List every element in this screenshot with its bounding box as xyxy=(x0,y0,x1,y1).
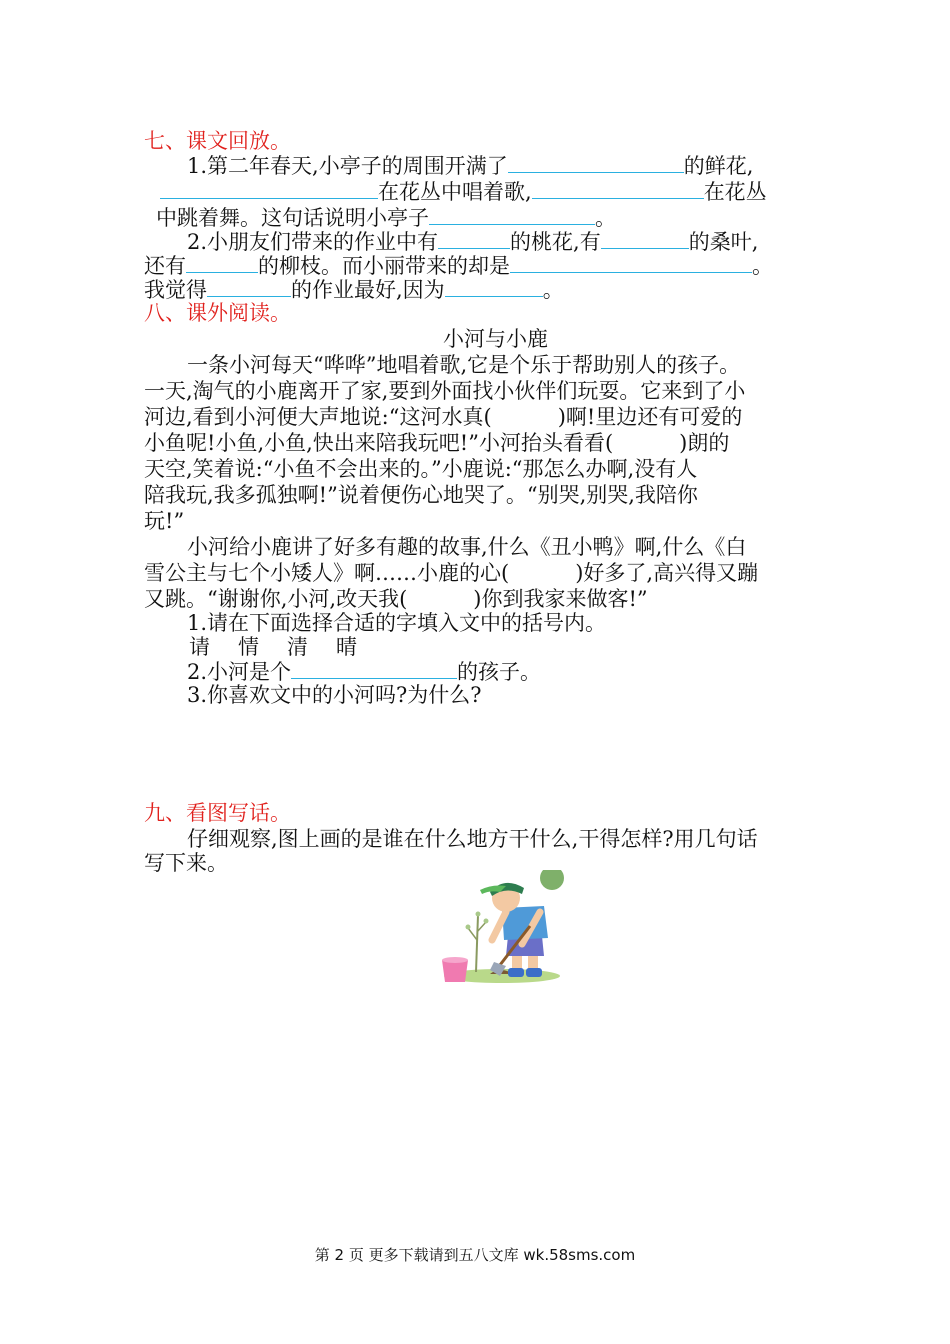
text: 的柳枝。而小丽带来的却是 xyxy=(258,254,510,278)
passage-line xyxy=(144,586,648,612)
fill-blank[interactable] xyxy=(510,252,752,273)
instruction-line: 写下来。 xyxy=(144,851,228,875)
passage-line xyxy=(144,560,758,586)
question-line xyxy=(144,252,773,279)
section8-heading: 八、课外阅读。 xyxy=(144,301,291,325)
question-line xyxy=(144,276,564,303)
fill-blank[interactable] xyxy=(291,658,457,679)
passage-line: 一天,淘气的小鹿离开了家,要到外面找小伙伴们玩耍。它来到了小 xyxy=(144,379,746,403)
fill-blank[interactable] xyxy=(438,228,510,249)
text: 2.小朋友们带来的作业中有 xyxy=(187,230,439,254)
text: 2.小河是个 xyxy=(187,660,292,684)
text: 的孩子。 xyxy=(457,660,542,684)
instruction-line: 仔细观察,图上画的是谁在什么地方干什么,干得怎样?用几句话 xyxy=(187,827,758,851)
passage-line: 玩!” xyxy=(144,509,185,533)
page-footer: 第 2 页 更多下载请到五八文库 wk.58sms.com xyxy=(314,1246,636,1264)
fill-blank[interactable] xyxy=(186,252,258,273)
text: 。 xyxy=(542,278,564,302)
text: 。 xyxy=(595,206,616,230)
text: 的作业最好,因为 xyxy=(291,278,445,302)
text: 河边,看到小河便大声地说:“这河水真( xyxy=(144,405,492,429)
text: )朗的 xyxy=(679,431,730,455)
section9-heading: 九、看图写话。 xyxy=(144,801,291,825)
question-line xyxy=(156,204,616,231)
text: 1.第二年春天,小亭子的周围开满了 xyxy=(187,154,508,178)
passage-title: 小河与小鹿 xyxy=(443,327,548,351)
text: 的桑叶, xyxy=(688,230,759,254)
question-line: 3.你喜欢文中的小河吗?为什么? xyxy=(187,683,482,707)
fill-blank[interactable] xyxy=(207,276,291,297)
fill-blank[interactable] xyxy=(508,152,684,173)
text: 在花丛 xyxy=(703,180,767,204)
text: 的桃花,有 xyxy=(510,230,601,254)
fill-blank[interactable] xyxy=(601,228,689,249)
text: )啊!里边还有可爱的 xyxy=(557,405,743,429)
question-line xyxy=(187,228,758,255)
text: )你到我家来做客!” xyxy=(473,587,648,611)
text: 还有 xyxy=(144,254,186,278)
question-line xyxy=(160,178,767,205)
fill-blank[interactable] xyxy=(160,178,378,199)
question-line xyxy=(187,152,753,179)
text: 小鱼呢!小鱼,小鱼,快出来陪我玩吧!”小河抬头看看( xyxy=(144,431,614,455)
choice-row xyxy=(189,634,385,660)
passage-line xyxy=(144,404,742,430)
fill-blank[interactable] xyxy=(445,276,543,297)
text: 中跳着舞。这句话说明小亭子 xyxy=(156,206,429,230)
text: 又跳。“谢谢你,小河,改天我( xyxy=(144,587,408,611)
question-line: 1.请在下面选择合适的字填入文中的括号内。 xyxy=(187,611,607,635)
choice-char: 情 xyxy=(238,635,259,659)
text: )好多了,高兴得又蹦 xyxy=(575,561,759,585)
choice-char: 清 xyxy=(287,635,308,659)
choice-char: 请 xyxy=(189,635,210,659)
fill-blank[interactable] xyxy=(429,204,595,225)
text: 在花丛中唱着歌, xyxy=(378,180,532,204)
passage-line: 陪我玩,我多孤独啊!”说着便伤心地哭了。“别哭,别哭,我陪你 xyxy=(144,483,698,507)
choice-char: 晴 xyxy=(336,635,357,659)
passage-line: 一条小河每天“哗哗”地唱着歌,它是个乐于帮助别人的孩子。 xyxy=(187,353,741,377)
passage-line: 天空,笑着说:“小鱼不会出来的。”小鹿说:“那怎么办啊,没有人 xyxy=(144,457,698,481)
text: 的鲜花, xyxy=(683,154,754,178)
section7-heading: 七、课文回放。 xyxy=(144,129,291,153)
passage-line xyxy=(144,430,729,456)
fill-blank[interactable] xyxy=(532,178,704,199)
boy-planting-tree-illustration xyxy=(440,870,565,985)
text: 雪公主与七个小矮人》啊……小鹿的心( xyxy=(144,561,510,585)
text: 我觉得 xyxy=(144,278,207,302)
question-line xyxy=(187,658,541,685)
text: 。 xyxy=(752,254,773,278)
passage-line: 小河给小鹿讲了好多有趣的故事,什么《丑小鸭》啊,什么《白 xyxy=(187,535,747,559)
